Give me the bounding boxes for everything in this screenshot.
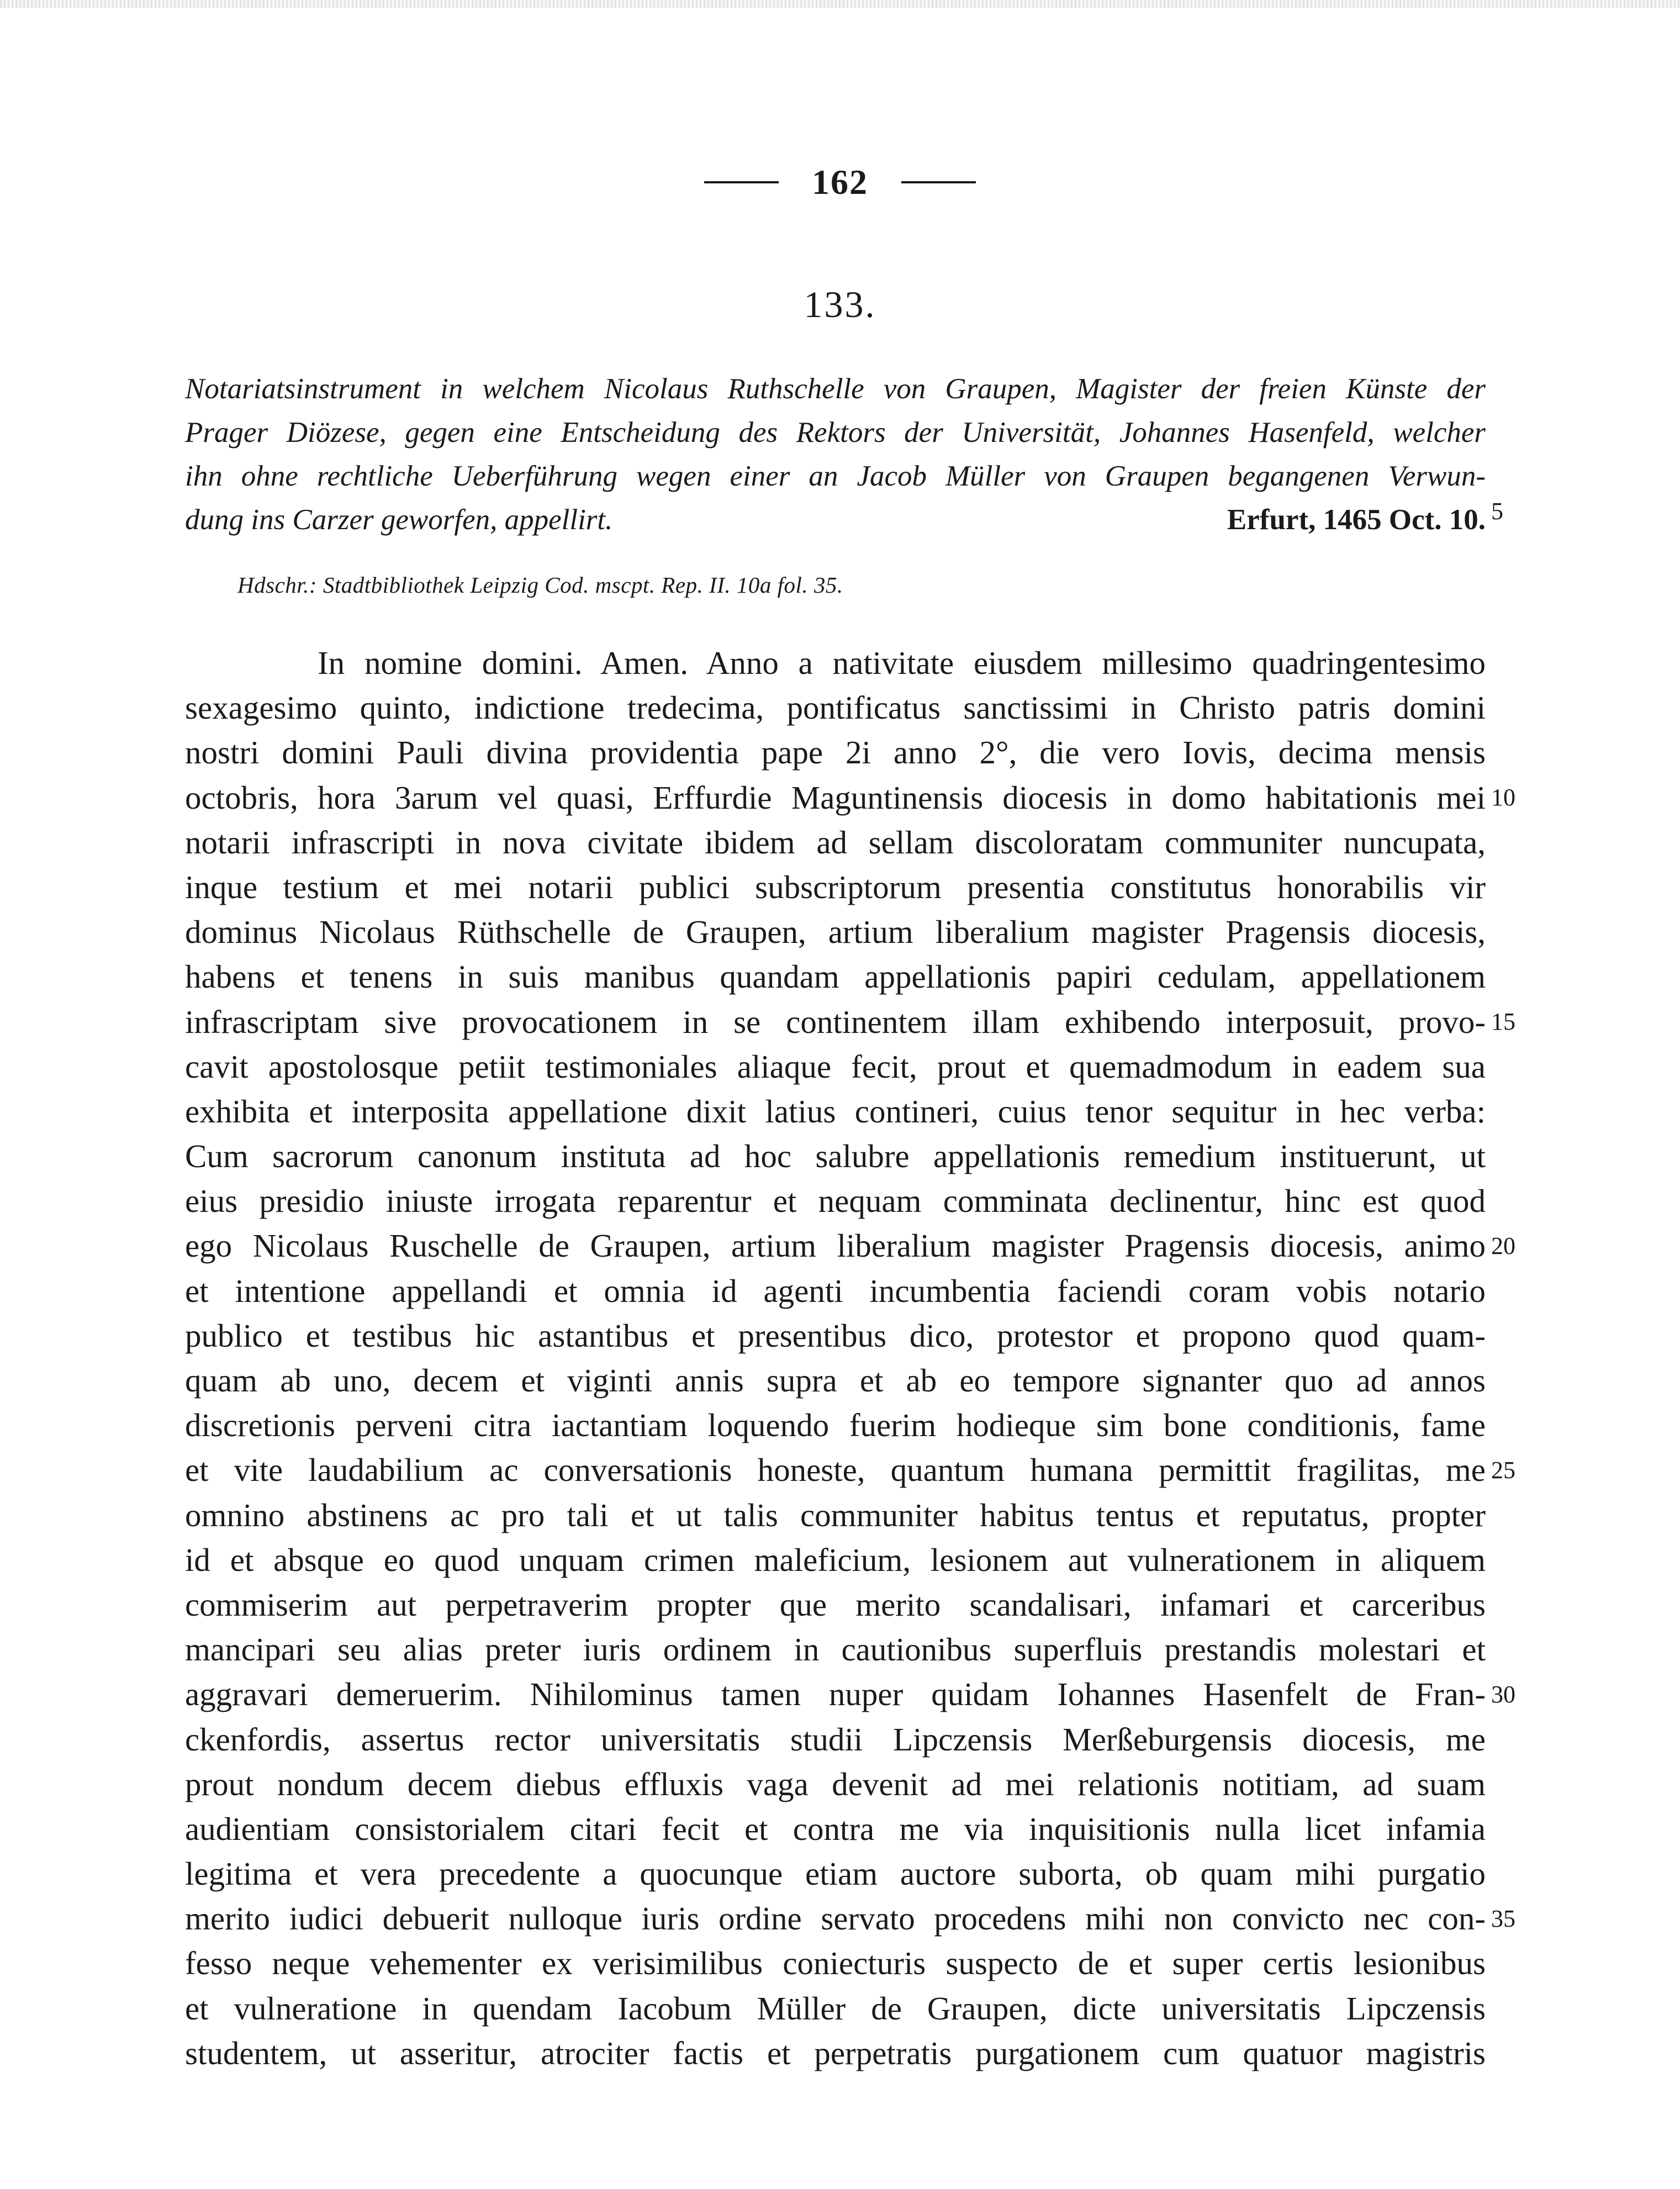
body-line: et intentione appellandi et omnia id agenti incumbentia faciendi coram vobis notario xyxy=(185,1272,1486,1309)
headnote-line: ihn ohne rechtliche Ueberführung wegen einer an Jacob Müller von Graupen begangenen Verwun- xyxy=(185,460,1486,492)
headnote-line: Notariatsinstrument in welchem Nicolaus Ruthschelle von Graupen, Magister der freien Künste der xyxy=(185,373,1486,405)
headnote-line: dung ins Carzer geworfen, appellirt. xyxy=(185,504,613,536)
body-line: publico et testibus hic astantibus et presentibus dico, protestor et propono quod quam- xyxy=(185,1317,1486,1354)
place-date: Erfurt, 1465 Oct. 10. xyxy=(1227,504,1486,536)
header-dash-right xyxy=(901,181,976,183)
body-line: octobris, hora 3arum vel quasi, Erffurdie Maguntinensis diocesis in domo habitationis mei xyxy=(185,779,1486,816)
body-line: ego Nicolaus Ruschelle de Graupen, artium liberalium magister Pragensis diocesis, animo xyxy=(185,1227,1486,1264)
source-note: Hdschr.: Stadtbibliothek Leipzig Cod. mscpt. Rep. II. 10a fol. 35. xyxy=(237,572,843,598)
body-line: prout nondum decem diebus effluxis vaga devenit ad mei relationis notitiam, ad suam xyxy=(185,1765,1486,1802)
line-number: 30 xyxy=(1491,1680,1515,1708)
body-line: eius presidio iniuste irrogata reparentur et nequam comminata declinentur, hinc est quod xyxy=(185,1183,1486,1220)
body-line: studentem, ut asseritur, atrociter factis et perpetratis purgationem cum quatuor magistris xyxy=(185,2034,1486,2071)
line-number: 15 xyxy=(1491,1008,1515,1035)
header-dash-left xyxy=(704,181,779,183)
body-line: dominus Nicolaus Rüthschelle de Graupen, artium liberalium magister Pragensis diocesis, xyxy=(185,914,1486,951)
page-number: 162 xyxy=(812,162,868,202)
body-line: aggravari demeruerim. Nihilominus tamen nuper quidam Iohannes Hasenfelt de Fran- xyxy=(185,1676,1486,1713)
body-line: mancipari seu alias preter iuris ordinem in cautionibus superfluis prestandis molestari et xyxy=(185,1631,1486,1668)
body-line: inque testium et mei notarii publici subscriptorum presentia constitutus honorabilis vir xyxy=(185,868,1486,905)
body-line: quam ab uno, decem et viginti annis supra et ab eo tempore signanter quo ad annos xyxy=(185,1362,1486,1399)
headnote-last-line xyxy=(185,498,1486,542)
body-line: id et absque eo quod unquam crimen maleficium, lesionem aut vulnerationem in aliquem xyxy=(185,1541,1486,1578)
body-line: notarii infrascripti in nova civitate ibidem ad sellam discoloratam communiter nuncupata, xyxy=(185,824,1486,861)
body-line: infrascriptam sive provocationem in se continentem illam exhibendo interposuit, provo- xyxy=(185,1003,1486,1040)
body-line: In nomine domini. Amen. Anno a nativitate eiusdem millesimo quadringentesimo xyxy=(318,645,1486,681)
body-line: audientiam consistorialem citari fecit et contra me via inquisitionis nulla licet infamia xyxy=(185,1810,1486,1847)
page-header xyxy=(0,160,1680,204)
line-number: 5 xyxy=(1491,498,1503,525)
body-line: commiserim aut perpetraverim propter que merito scandalisari, infamari et carceribus xyxy=(185,1586,1486,1623)
scan-edge xyxy=(0,0,1680,8)
body-line: merito iudici debuerit nulloque iuris ordine servato procedens mihi non convicto nec con- xyxy=(185,1900,1486,1937)
headnote-line: Prager Diözese, gegen eine Entscheidung des Rektors der Universität, Johannes Hasenfeld, welcher xyxy=(185,416,1486,449)
body-line: discretionis perveni citra iactantiam loquendo fuerim hodieque sim bone conditionis, fame xyxy=(185,1407,1486,1444)
line-number: 10 xyxy=(1491,783,1515,811)
line-number: 35 xyxy=(1491,1905,1515,1932)
body-line: et vulneratione in quendam Iacobum Müller de Graupen, dicte universitatis Lipczensis xyxy=(185,1990,1486,2027)
line-number: 25 xyxy=(1491,1456,1515,1484)
body-line: nostri domini Pauli divina providentia pape 2i anno 2°, die vero Iovis, decima mensis xyxy=(185,734,1486,771)
headnote xyxy=(185,367,1486,542)
body-line: habens et tenens in suis manibus quandam appellationis papiri cedulam, appellationem xyxy=(185,958,1486,995)
line-number: 20 xyxy=(1491,1232,1515,1259)
body-line: cavit apostolosque petiit testimoniales aliaque fecit, prout et quemadmodum in eadem sua xyxy=(185,1048,1486,1085)
body-line: ckenfordis, assertus rector universitatis studii Lipczensis Merßeburgensis diocesis, me xyxy=(185,1721,1486,1758)
body-line: sexagesimo quinto, indictione tredecima, pontificatus sanctissimi in Christo patris domini xyxy=(185,689,1486,726)
body-text xyxy=(185,641,1486,2076)
body-line: Cum sacrorum canonum instituta ad hoc salubre appellationis remedium instituerunt, ut xyxy=(185,1138,1486,1175)
document-number: 133. xyxy=(804,283,876,325)
body-line: legitima et vera precedente a quocunque etiam auctore suborta, ob quam mihi purgatio xyxy=(185,1855,1486,1892)
body-line: fesso neque vehementer ex verisimilibus coniecturis suspecto de et super certis lesionibus xyxy=(185,1945,1486,1982)
body-line: exhibita et interposita appellatione dixit latius contineri, cuius tenor sequitur in hec verba: xyxy=(185,1093,1486,1130)
body-line: et vite laudabilium ac conversationis honeste, quantum humana permittit fragilitas, me xyxy=(185,1452,1486,1489)
body-line: omnino abstinens ac pro tali et ut talis communiter habitus tentus et reputatus, propter xyxy=(185,1496,1486,1533)
